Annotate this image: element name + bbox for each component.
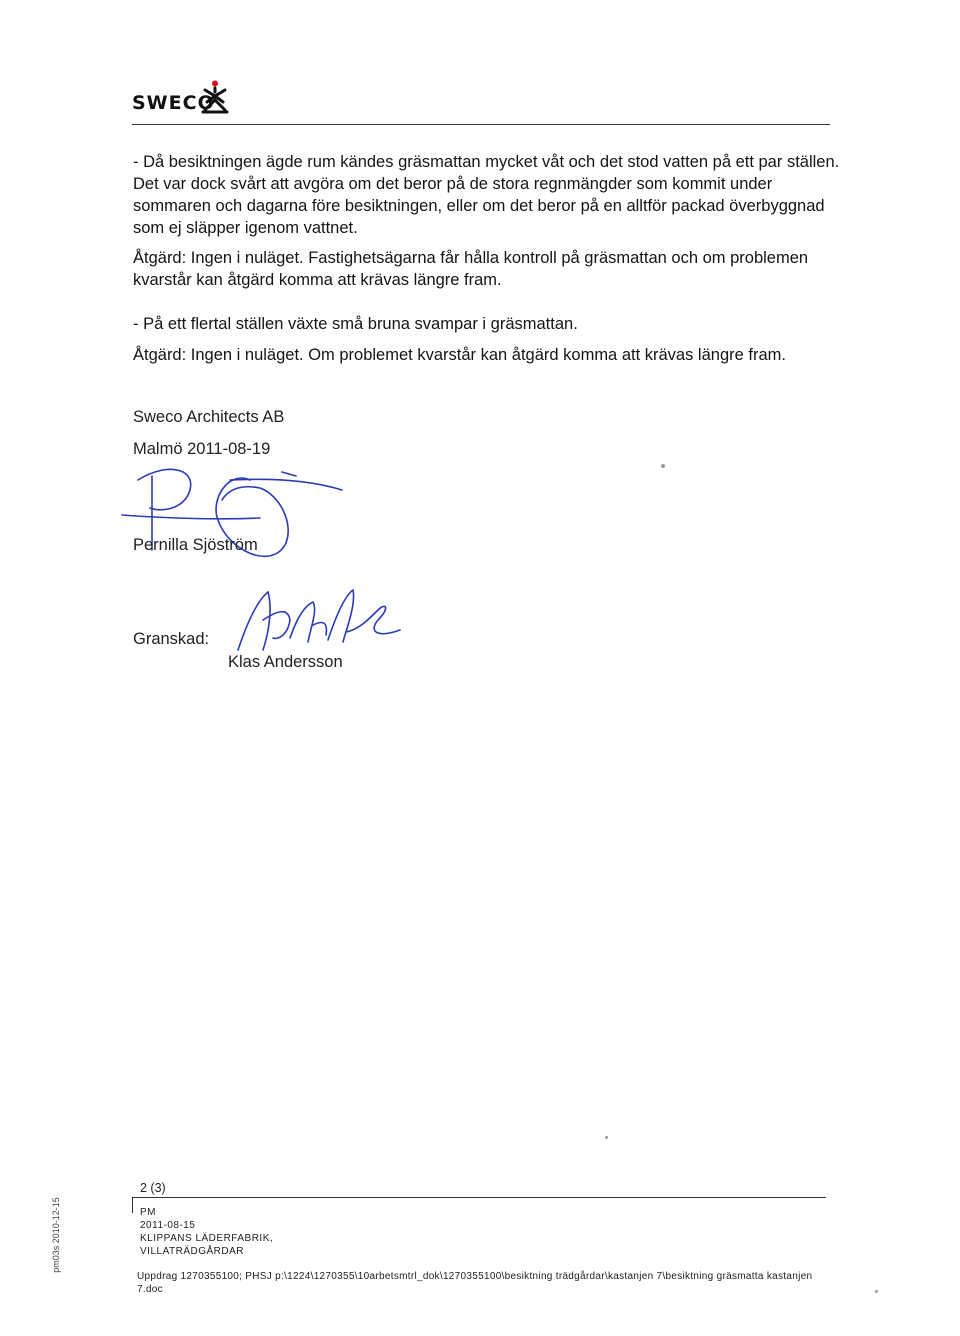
template-code: pm03s 2010-12-15 (50, 1197, 61, 1273)
scan-speck (661, 464, 665, 468)
signature-klas (228, 580, 408, 660)
reviewed-by-label: Granskad: (133, 630, 210, 648)
reviewer-name: Klas Andersson (228, 653, 343, 671)
footer-date: 2011-08-15 (140, 1220, 196, 1231)
paragraph-action-wet-lawn: Åtgärd: Ingen i nuläget. Fastighetsägarna får hålla kontroll på gräsmattan och om problemen kvarstår kan åtgärd komma att krävas längre fram. (133, 249, 809, 289)
logo-red-dot (212, 81, 218, 87)
signature-pernilla (110, 440, 350, 580)
paragraph-action-fungi: Åtgärd: Ingen i nuläget. Om problemet kvarstår kan åtgärd komma att krävas längre fram. (133, 346, 786, 364)
scan-speck (875, 1290, 878, 1293)
sweco-logo-icon (199, 80, 231, 114)
footer-file-reference: Uppdrag 1270355100; PHSJ p:\1224\1270355\10arbetsmtrl_dok\1270355100\besiktning trädgårdar\kastanjen 7\besiktning gräsmatta kastanjen 7.doc (137, 1271, 813, 1295)
header-divider (132, 124, 830, 125)
footer-divider (132, 1197, 826, 1198)
paragraph-observation-fungi: - På ett flertal ställen växte små bruna svampar i gräsmattan. (133, 315, 578, 333)
page-number: 2 (3) (140, 1181, 166, 1195)
signer-name: Pernilla Sjöström (133, 536, 258, 554)
paragraph-observation-wet-lawn: - Då besiktningen ägde rum kändes gräsmattan mycket våt och det stod vatten på ett par ställen. Det var dock svårt att avgöra om det beror på de stora regnmängder som kommit under sommaren och dagarna före besiktningen, eller om det beror på en alltför packad överbyggnad som ej släpper igenom vattnet. (133, 153, 840, 237)
place-and-date: Malmö 2011-08-19 (133, 440, 271, 458)
footer-doc-type: PM (140, 1207, 156, 1218)
footer-project-line1: KLIPPANS LÄDERFABRIK, (140, 1233, 274, 1244)
company-name: Sweco Architects AB (133, 408, 285, 426)
company-logo-text: SWECO (132, 92, 215, 114)
footer-vertical-divider (132, 1197, 133, 1213)
scan-speck (605, 1136, 608, 1139)
footer-project-line2: VILLATRÄDGÅRDAR (140, 1246, 245, 1257)
footer-document-info (140, 1206, 273, 1258)
